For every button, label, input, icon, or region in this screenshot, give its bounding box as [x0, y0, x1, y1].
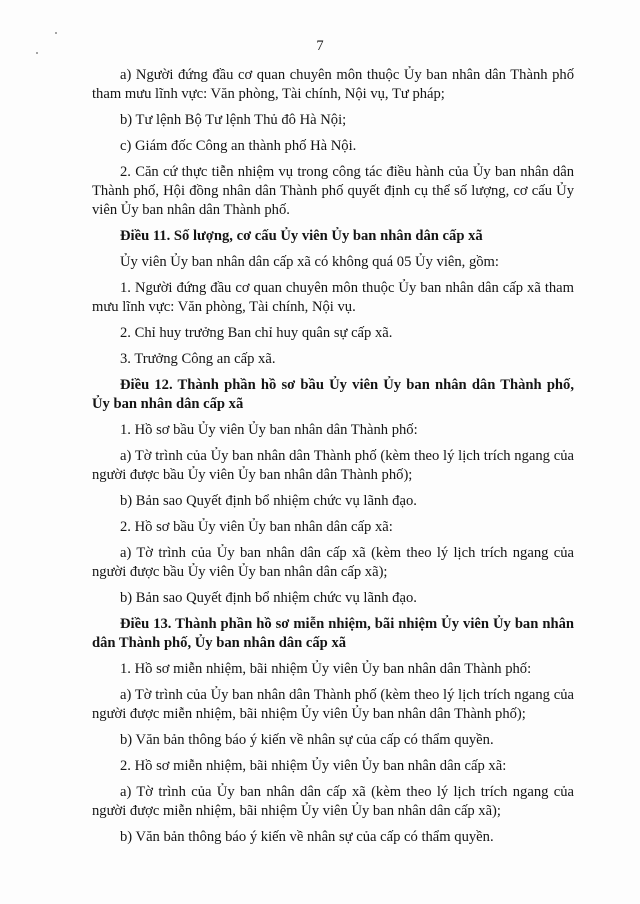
paragraph: 1. Người đứng đầu cơ quan chuyên môn thuộc Ủy ban nhân dân cấp xã tham mưu lĩnh vực: Văn phòng, Tài chính, Nội vụ. [92, 280, 574, 315]
paragraph: 2. Chỉ huy trưởng Ban chỉ huy quân sự cấp xã. [120, 325, 393, 341]
paragraph: 2. Căn cứ thực tiễn nhiệm vụ trong công tác điều hành của Ủy ban nhân dân Thành phố, Hội đồng nhân dân Thành phố quyết định cụ thể số lượng, cơ cấu Ủy viên Ủy ban nhân dân Thành phố. [92, 164, 574, 218]
paragraph: c) Giám đốc Công an thành phố Hà Nội. [120, 138, 357, 154]
article-heading: Điều 12. Thành phần hồ sơ bầu Ủy viên Ủy ban nhân dân Thành phố, Ủy ban nhân dân cấp xã [92, 377, 574, 412]
paragraph: b) Bản sao Quyết định bổ nhiệm chức vụ lãnh đạo. [120, 590, 417, 606]
page-number: 7 [316, 38, 324, 54]
paragraph: Ủy viên Ủy ban nhân dân cấp xã có không quá 05 Ủy viên, gồm: [120, 254, 499, 270]
article-heading: Điều 13. Thành phần hồ sơ miễn nhiệm, bãi nhiệm Ủy viên Ủy ban nhân dân Thành phố, Ủy ban nhân dân cấp xã [92, 616, 574, 651]
paragraph: b) Bản sao Quyết định bổ nhiệm chức vụ lãnh đạo. [120, 493, 417, 509]
paragraph: 1. Hồ sơ miễn nhiệm, bãi nhiệm Ủy viên Ủy ban nhân dân Thành phố: [120, 661, 532, 677]
article-heading: Điều 11. Số lượng, cơ cấu Ủy viên Ủy ban nhân dân cấp xã [120, 228, 483, 244]
paragraph: b) Văn bản thông báo ý kiến về nhân sự của cấp có thẩm quyền. [120, 732, 494, 748]
paragraph: a) Người đứng đầu cơ quan chuyên môn thuộc Ủy ban nhân dân Thành phố tham mưu lĩnh vực: Văn phòng, Tài chính, Nội vụ, Tư pháp; [92, 67, 574, 102]
paragraph: a) Tờ trình của Ủy ban nhân dân Thành phố (kèm theo lý lịch trích ngang của người được bầu Ủy viên Ủy ban nhân dân Thành phố); [92, 448, 574, 483]
paragraph: a) Tờ trình của Ủy ban nhân dân cấp xã (kèm theo lý lịch trích ngang của người được bầu Ủy viên Ủy ban nhân dân cấp xã); [92, 545, 574, 580]
paragraph: b) Văn bản thông báo ý kiến về nhân sự của cấp có thẩm quyền. [120, 829, 494, 845]
scan-speck [55, 32, 57, 34]
paragraph: 3. Trưởng Công an cấp xã. [120, 351, 276, 367]
paragraph: 1. Hồ sơ bầu Ủy viên Ủy ban nhân dân Thành phố: [120, 422, 418, 438]
paragraph: a) Tờ trình của Ủy ban nhân dân cấp xã (kèm theo lý lịch trích ngang của người được miễn nhiệm, bãi nhiệm Ủy viên Ủy ban nhân dân cấp xã); [92, 784, 574, 819]
paragraph: 2. Hồ sơ bầu Ủy viên Ủy ban nhân dân cấp xã: [120, 519, 393, 535]
paragraph: b) Tư lệnh Bộ Tư lệnh Thủ đô Hà Nội; [120, 112, 347, 128]
paragraph: 2. Hồ sơ miễn nhiệm, bãi nhiệm Ủy viên Ủy ban nhân dân cấp xã: [120, 758, 507, 774]
document-body [92, 66, 574, 854]
paragraph: a) Tờ trình của Ủy ban nhân dân Thành phố (kèm theo lý lịch trích ngang của người được miễn nhiệm, bãi nhiệm Ủy viên Ủy ban nhân dân Thành phố); [92, 687, 574, 722]
